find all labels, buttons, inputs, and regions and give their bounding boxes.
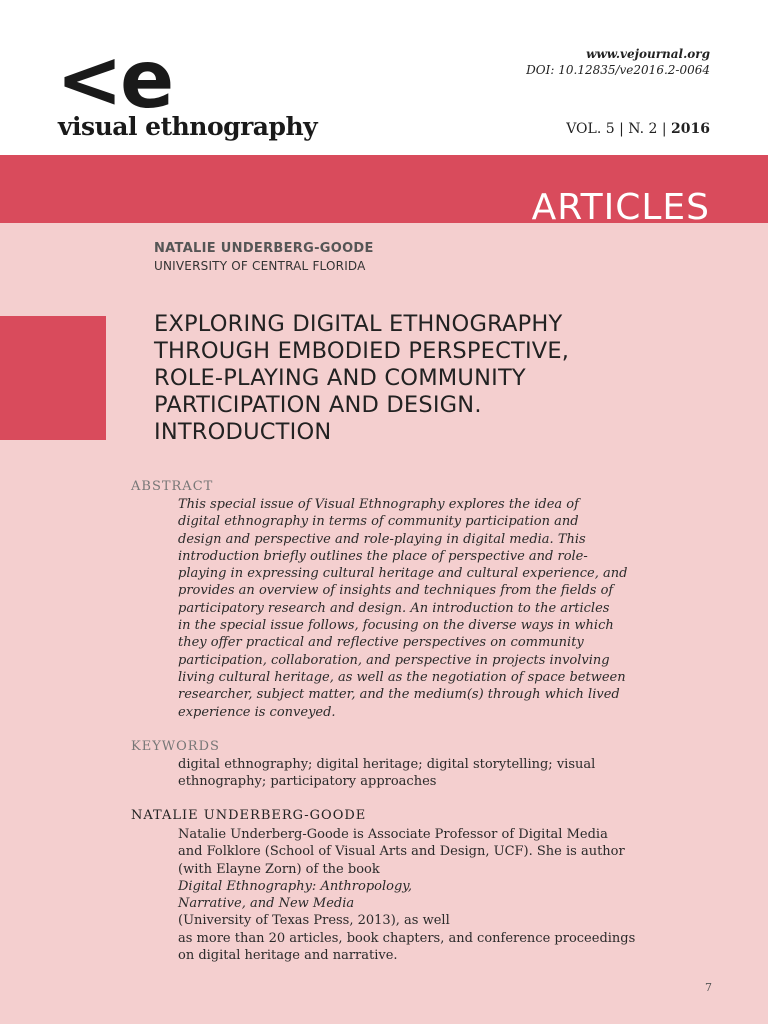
abstract-line: researcher, subject matter, and the medium(s) through which lived: [178, 687, 620, 703]
keywords-text: [178, 756, 698, 791]
bio-line: on digital heritage and narrative.: [178, 948, 398, 964]
abstract-line: living cultural heritage, as well as the negotiation of space between: [178, 669, 626, 685]
journal-website-link[interactable]: www.vejournal.org: [586, 47, 710, 61]
book-title-part: Narrative, and New Media: [178, 896, 355, 912]
book-title-part: Digital Ethnography: Anthropology,: [178, 878, 413, 894]
author-name: NATALIE UNDERBERG-GOODE: [154, 241, 374, 256]
title-line: THROUGH EMBODIED PERSPECTIVE,: [154, 338, 570, 364]
abstract-line: This special issue of Visual Ethnography explores the idea of: [178, 497, 579, 512]
abstract-line: experience is conveyed.: [178, 704, 336, 720]
bio-line-part: (University of Texas Press, 2013), as well: [178, 913, 450, 929]
bio-line: Natalie Underberg-Goode is Associate Professor of Digital Media: [178, 827, 608, 842]
bio-line: and Folklore (School of Visual Arts and Design, UCF). She is author: [178, 844, 625, 860]
volume-number-label: VOL. 5 | N. 2 |: [566, 121, 672, 137]
keywords-line: digital ethnography; digital heritage; digital storytelling; visual: [178, 757, 596, 772]
title-line: PARTICIPATION AND DESIGN.: [154, 392, 482, 418]
bio-line: as more than 20 articles, book chapters, and conference proceedings: [178, 930, 636, 946]
title-line: EXPLORING DIGITAL ETHNOGRAPHY: [154, 311, 563, 337]
bio-line: [178, 895, 698, 930]
abstract-line: participation, collaboration, and perspective in projects involving: [178, 652, 610, 668]
keywords-line: ethnography; participatory approaches: [178, 774, 437, 790]
abstract-line: digital ethnography in terms of community participation and: [178, 514, 579, 530]
section-label: ARTICLES: [531, 187, 710, 228]
journal-header: [0, 0, 768, 155]
abstract-line: they offer practical and reflective perspectives on community: [178, 635, 584, 651]
abstract-text: [178, 496, 698, 721]
journal-logo-mark: <e: [56, 33, 172, 126]
decorative-red-block: [0, 316, 106, 440]
article-doi: DOI: 10.12835/ve2016.2-0064: [526, 63, 710, 77]
abstract-line: in the special issue follows, focusing on the diverse ways in which: [178, 618, 614, 634]
abstract-line: design and perspective and role-playing in digital media. This: [178, 531, 586, 547]
bio-line: [178, 861, 698, 896]
page-number: 7: [705, 981, 712, 994]
keywords-heading: KEYWORDS: [131, 739, 220, 754]
abstract-line: playing in expressing cultural heritage and cultural experience, and: [178, 566, 628, 582]
abstract-line: participatory research and design. An introduction to the articles: [178, 600, 610, 616]
bio-heading: NATALIE UNDERBERG-GOODE: [131, 808, 367, 823]
bio-line-part: (with Elayne Zorn) of the book: [178, 861, 380, 877]
article-title: [154, 311, 714, 446]
abstract-heading: ABSTRACT: [131, 479, 214, 494]
title-line: ROLE-PLAYING AND COMMUNITY: [154, 365, 526, 391]
abstract-line: introduction briefly outlines the place of perspective and role-: [178, 548, 588, 564]
author-affiliation: UNIVERSITY OF CENTRAL FLORIDA: [154, 259, 366, 273]
bio-text: [178, 826, 698, 964]
volume-issue: [566, 121, 710, 137]
journal-logo-text: visual ethnography: [58, 112, 318, 141]
title-line: INTRODUCTION: [154, 419, 332, 445]
abstract-line: provides an overview of insights and techniques from the fields of: [178, 583, 614, 599]
publication-year: 2016: [671, 121, 710, 137]
